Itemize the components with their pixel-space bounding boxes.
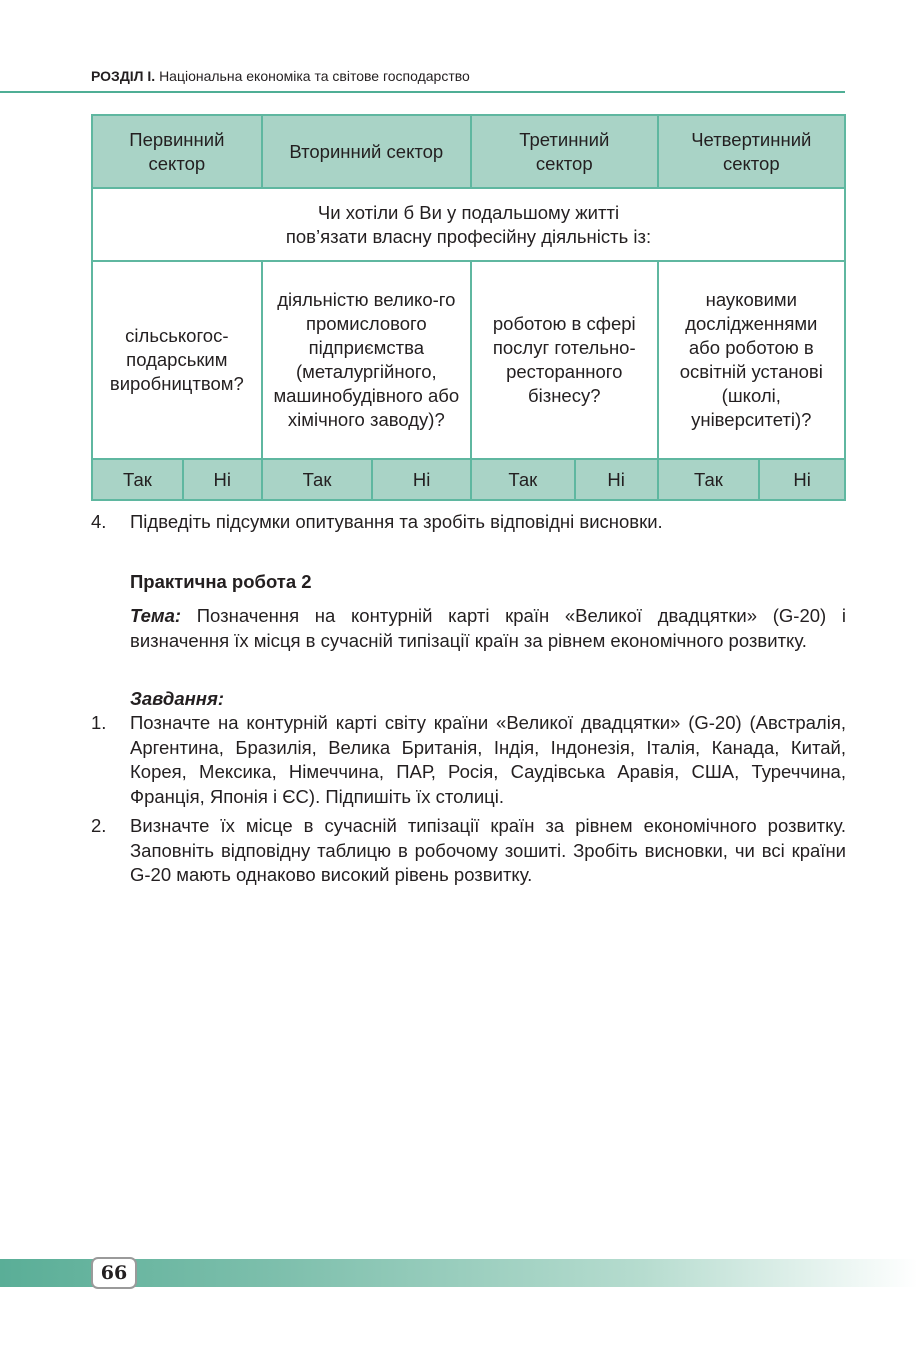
question-line-2: пов’язати власну професійну діяльність із: — [285, 225, 652, 247]
answer-no-primary: Ні — [183, 459, 262, 500]
task-2-text: Визначте їх місце в сучасній типізації країн за рівнем економічного розвитку. Заповніть відповідну таблицю в робочому зошиті. Зробіть висновки, чи всі країни G-20 мають однаково високий рівень розвитку. — [130, 815, 846, 885]
page-number: 66 — [91, 1257, 137, 1289]
answer-no-secondary: Ні — [372, 459, 471, 500]
answer-row — [92, 459, 845, 500]
header-quaternary-sector: Четвертинний сектор — [658, 115, 845, 188]
theme-text: Позначення на контурній карті країн «Великої двадцятки» (G-20) і визначення їх місця в сучасній типізації країн за рівнем економічного розвитку. — [130, 605, 847, 651]
option-secondary: діяльністю велико-го промислового підприємства (металургійного, машинобудівного або хімічного заводу)? — [262, 261, 471, 459]
answer-no-tertiary: Ні — [575, 459, 658, 500]
task-2-number: 2. — [91, 815, 107, 836]
survey-table — [91, 114, 846, 501]
answer-yes-tertiary: Так — [471, 459, 575, 500]
survey-question — [92, 188, 845, 261]
footer-bar — [0, 1259, 918, 1287]
answer-yes-quaternary: Так — [658, 459, 760, 500]
question-row — [92, 188, 845, 261]
option-primary: сільськогос-подарським виробництвом? — [92, 261, 262, 459]
header-secondary-sector: Вторинний сектор — [262, 115, 471, 188]
answer-yes-primary: Так — [92, 459, 183, 500]
item-4-number: 4. — [91, 511, 107, 532]
header-primary-sector: Первинний сектор — [92, 115, 262, 188]
running-header — [91, 66, 470, 86]
practical-heading: Практична робота 2 — [130, 571, 312, 592]
answer-yes-secondary: Так — [262, 459, 373, 500]
answer-no-quaternary: Ні — [759, 459, 845, 500]
option-tertiary: роботою в сфері послуг готельно-ресторанного бізнесу? — [471, 261, 658, 459]
question-line-1: Чи хотіли б Ви у подальшому житті — [317, 201, 620, 223]
option-quaternary: науковими дослідженнями або роботою в освітній установі (школі, університеті)? — [658, 261, 845, 459]
options-row — [92, 261, 845, 459]
header-tertiary-sector: Третинний сектор — [471, 115, 658, 188]
section-label: РОЗДІЛ І. — [91, 68, 156, 84]
item-4-text: Підведіть підсумки опитування та зробіть відповідні висновки. — [130, 511, 663, 532]
section-title: Національна економіка та світове господарство — [159, 68, 470, 84]
tasks-label: Завдання: — [130, 688, 225, 709]
sector-header-row — [92, 115, 845, 188]
task-1-number: 1. — [91, 712, 107, 733]
practical-theme — [130, 604, 846, 653]
task-1-text: Позначте на контурній карті світу країни «Великої двадцятки» (G-20) (Австралія, Аргентина, Бразилія, Велика Британія, Індія, Індонезія, Італія, Канада, Китай, Корея, Мексика, Німеччина, ПАР, Росія, Саудівська Аравія, США, Туреччина, Франція, Японія і ЄС). Підпишіть їх столиці. — [130, 712, 846, 807]
theme-label: Тема: — [130, 605, 182, 626]
header-rule — [0, 91, 845, 93]
